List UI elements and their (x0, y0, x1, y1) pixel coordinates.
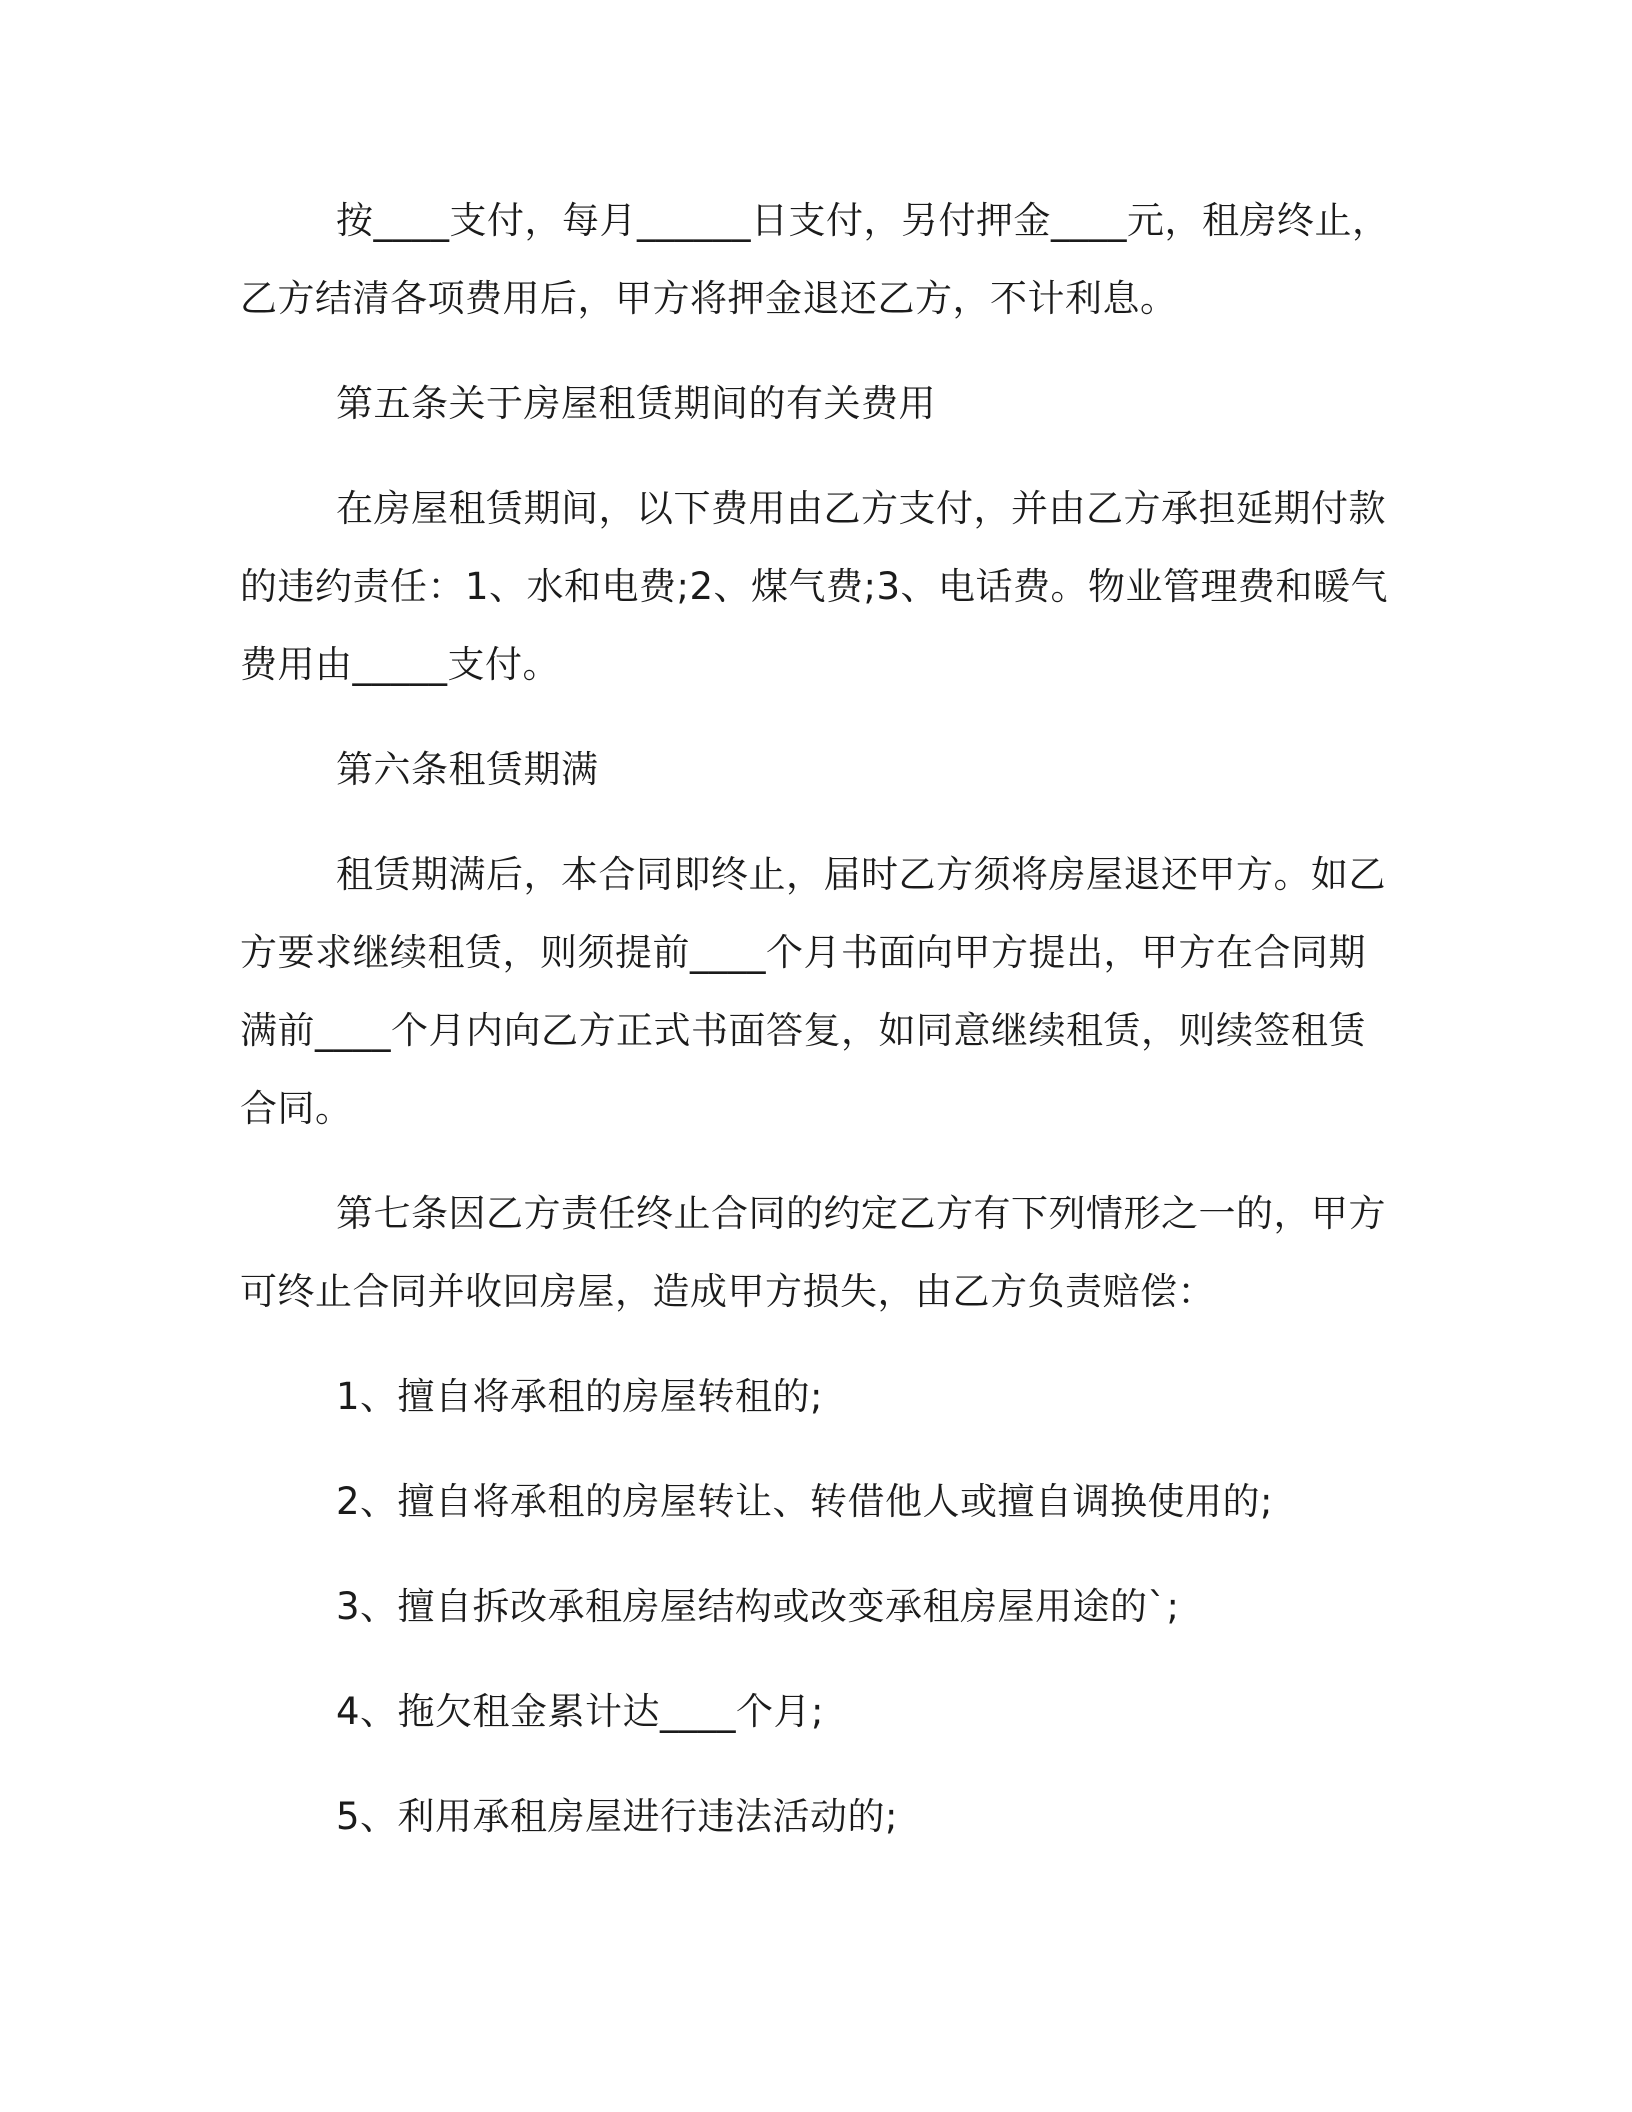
list-item: 1、擅自将承租的房屋转租的; (336, 1375, 824, 1418)
list-item: 2、擅自将承租的房屋转让、转借他人或擅自调换使用的; (336, 1480, 1274, 1523)
lease-expiry-paragraph: 租赁期满后，本合同即终止，届时乙方须将房屋退还甲方。如乙方要求继续租赁，则须提前____个月书面向甲方提出，甲方在合同期满前____个月内向乙方正式书面答复，如同意继续租赁，则续签租赁合同。 (240, 853, 1386, 1130)
list-item: 3、擅自拆改承租房屋结构或改变承租房屋用途的`; (336, 1585, 1180, 1628)
payment-terms-paragraph: 按____支付，每月______日支付，另付押金____元，租房终止，乙方结清各项费用后，甲方将押金退还乙方，不计利息。 (240, 199, 1390, 320)
document-body (240, 182, 1400, 1883)
article-five-heading: 第五条关于房屋租赁期间的有关费用 (336, 382, 936, 425)
list-item: 5、利用承租房屋进行违法活动的; (336, 1795, 899, 1838)
article-seven-paragraph: 第七条因乙方责任终止合同的约定乙方有下列情形之一的，甲方可终止合同并收回房屋，造成甲方损失，由乙方负责赔偿： (240, 1192, 1386, 1313)
expenses-paragraph: 在房屋租赁期间，以下费用由乙方支付，并由乙方承担延期付款的违约责任：1、水和电费;2、煤气费;3、电话费。物业管理费和暖气费用由_____支付。 (240, 487, 1389, 686)
article-six-heading: 第六条租赁期满 (336, 748, 599, 791)
list-item: 4、拖欠租金累计达____个月; (336, 1690, 825, 1733)
